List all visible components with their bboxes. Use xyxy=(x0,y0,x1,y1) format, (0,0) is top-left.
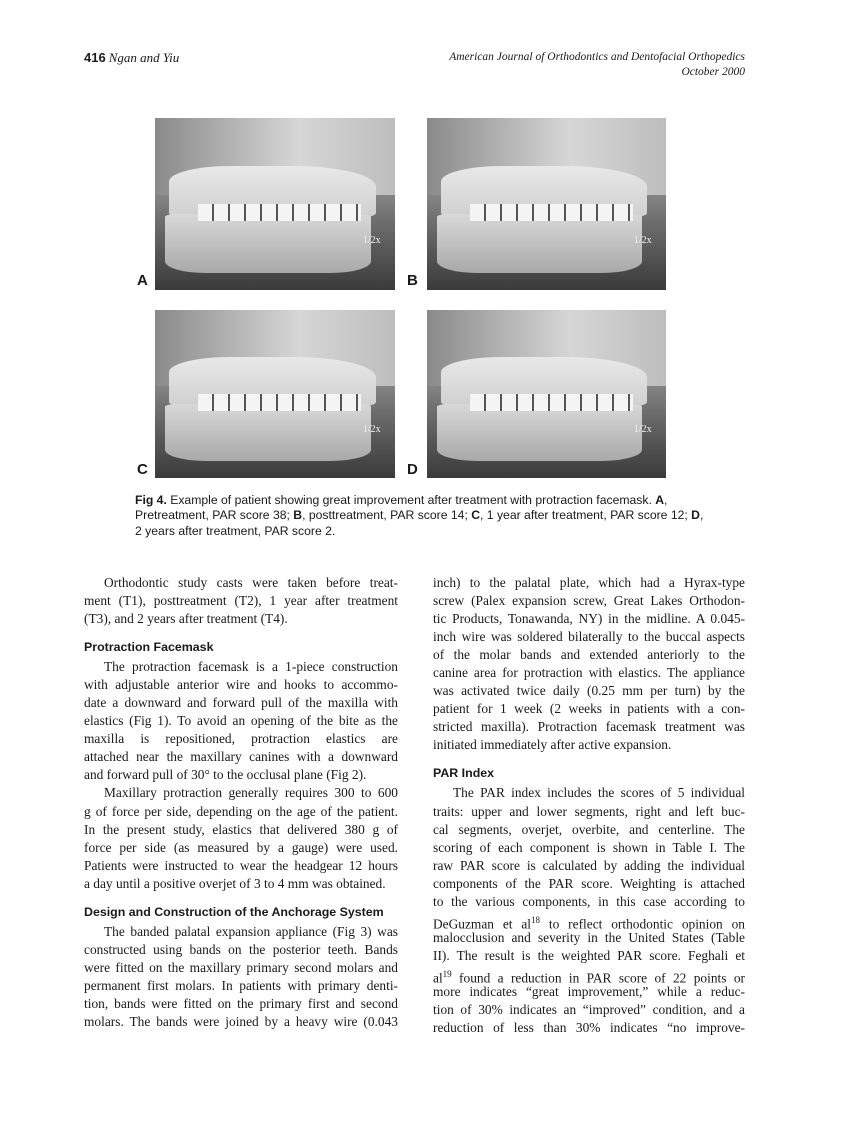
paragraph xyxy=(433,784,745,1037)
text-line xyxy=(433,911,745,932)
text-line: The banded palatal expansion appliance (Fig 3) was xyxy=(104,923,398,939)
panel-label-d: D xyxy=(407,461,418,478)
caption-text: , 1 year after treatment, PAR score 12; xyxy=(480,508,692,523)
photo-a-pretreatment-cast xyxy=(155,118,395,290)
citation-superscript: 19 xyxy=(442,968,452,979)
running-header-left xyxy=(84,50,179,66)
paragraph xyxy=(84,784,398,892)
text-line: Orthodontic study casts were taken before treat- xyxy=(104,575,398,590)
text-line: with adjustable anterior wire and hooks to accommo- xyxy=(84,677,398,693)
section-heading: Protraction Facemask xyxy=(84,640,214,655)
text-segment: al xyxy=(433,970,443,986)
photo-c-1-year-cast xyxy=(155,310,395,478)
text-line: force per side (as measured by a gauge) were used. xyxy=(84,839,398,855)
caption-ref-c: C xyxy=(471,508,481,523)
text-line: Maxillary protraction generally requires 300 to 600 xyxy=(104,785,398,801)
scale-label: 1/2x xyxy=(633,234,652,246)
text-line: components of the PAR score. Weighting is attached xyxy=(433,875,745,891)
text-line: screw (Palex expansion screw, Great Lakes Orthodon- xyxy=(433,593,745,609)
paragraph xyxy=(84,658,398,784)
right-column xyxy=(433,574,745,1037)
figure-caption xyxy=(135,493,705,539)
text-line: of the molar bands and extended anteriorly to the xyxy=(433,647,745,663)
text-line: initiated immediately after active expansion. xyxy=(433,737,672,753)
text-segment: DeGuzman et al xyxy=(433,916,532,932)
text-line: tic Products, Tonawanda, NY) in the midline. A 0.045- xyxy=(433,611,745,627)
text-line: patient for 1 week (2 weeks in patients with a con- xyxy=(433,701,745,717)
caption-text: , posttreatment, PAR score 14; xyxy=(302,508,472,523)
text-line: inch wire was soldered bilaterally to the buccal aspects xyxy=(433,629,745,645)
text-line: (T3), and 2 years after treatment (T4). xyxy=(84,611,288,627)
text-line: tion of 30% indicates an “improved” condition, and a xyxy=(433,1002,745,1018)
text-line: Patients were instructed to wear the headgear 12 hours xyxy=(84,857,398,873)
scale-label: 1/2x xyxy=(362,234,381,246)
journal-title: American Journal of Orthodontics and Dentofacial Orthopedics xyxy=(449,51,745,63)
text-line: traits: upper and lower segments, right and left buc- xyxy=(433,803,745,819)
caption-ref-a: A xyxy=(655,493,665,507)
text-line: maxilla is repositioned, protraction elastics are xyxy=(84,731,398,747)
caption-text: Example of patient showing great improvement after treatment with protraction facemask. xyxy=(166,493,656,507)
text-line xyxy=(433,965,745,986)
text-line: to the various components, in this case according to xyxy=(433,893,745,909)
running-header-right xyxy=(449,50,745,80)
text-line: stricted maxilla). Protraction facemask treatment was xyxy=(433,719,745,735)
text-line: date a downward and forward pull of the maxilla with xyxy=(84,695,398,711)
section-heading: PAR Index xyxy=(433,766,495,781)
text-line: permanent first molars. In patients with primary denti- xyxy=(84,977,398,993)
text-line: raw PAR score is calculated by adding the individual xyxy=(433,857,745,873)
citation-superscript: 18 xyxy=(531,914,541,925)
photo-d-2-years-cast xyxy=(427,310,666,478)
text-line: In the present study, elastics that delivered 380 g of xyxy=(84,821,398,837)
text-line: scoring of each component is shown in Table I. The xyxy=(433,839,745,855)
authors: Ngan and Yiu xyxy=(108,50,180,65)
panel-label-a: A xyxy=(137,272,148,289)
text-line: was activated twice daily (0.25 mm per turn) by the xyxy=(433,683,745,699)
text-line: cal segments, overjet, overbite, and centerline. The xyxy=(433,821,745,837)
text-line: were fitted on the maxillary primary second molars and xyxy=(84,959,398,975)
text-line: elastics (Fig 1). To avoid an opening of the bite as the xyxy=(84,713,398,729)
text-line: The protraction facemask is a 1-piece construction xyxy=(104,659,398,675)
page-number: 416 xyxy=(84,50,106,65)
panel-label-b: B xyxy=(407,272,418,289)
text-line: and forward pull of 30° to the occlusal plane (Fig 2). xyxy=(84,767,367,783)
text-line: g of force per side, depending on the age of the patient. xyxy=(84,803,398,819)
scale-label: 1/2x xyxy=(633,424,652,436)
paragraph xyxy=(84,574,398,628)
caption-text: , 2 years after treatment, PAR score 2. xyxy=(135,508,704,538)
text-line: constructed using bands on the posterior teeth. Bands xyxy=(84,941,398,957)
caption-text: , Pretreatment, PAR score 38; xyxy=(135,493,668,523)
section-heading: Design and Construction of the Anchorage System xyxy=(84,904,384,919)
text-line: tion, bands were fitted on the primary first and second xyxy=(84,995,398,1011)
issue-date: October 2000 xyxy=(681,66,745,78)
text-line: more indicates “great improvement,” while a reduc- xyxy=(433,983,745,999)
text-line: inch) to the palatal plate, which had a Hyrax-type xyxy=(433,575,745,590)
text-line: a day until a positive overjet of 3 to 4 mm was obtained. xyxy=(84,875,386,891)
text-line: malocclusion and severity in the United States (Table xyxy=(433,929,745,945)
text-line: ment (T1), posttreatment (T2), 1 year after treatment xyxy=(84,593,398,609)
scale-label: 1/2x xyxy=(362,424,381,436)
text-line: molars. The bands were joined by a heavy wire (0.043 xyxy=(84,1013,398,1029)
caption-ref-d: D xyxy=(691,508,700,523)
paragraph xyxy=(433,574,745,754)
text-segment: to reflect orthodontic opinion on xyxy=(540,916,745,932)
text-line: attached near the maxillary canines with a downward xyxy=(84,749,398,765)
photo-b-posttreatment-cast xyxy=(427,118,666,290)
left-column xyxy=(84,574,398,1031)
caption-ref-b: B xyxy=(293,508,303,523)
text-line: reduction of less than 30% indicates “no improve- xyxy=(433,1020,745,1036)
caption-label: Fig 4. xyxy=(135,493,167,507)
text-line: canine area for protraction with elastics. The appliance xyxy=(433,665,745,681)
panel-label-c: C xyxy=(137,461,148,478)
paragraph xyxy=(84,923,398,1031)
text-line: II). The result is the weighted PAR score. Feghali et xyxy=(433,947,745,963)
text-line: The PAR index includes the scores of 5 individual xyxy=(453,785,745,801)
text-segment: found a reduction in PAR score of 22 points or xyxy=(451,970,745,986)
